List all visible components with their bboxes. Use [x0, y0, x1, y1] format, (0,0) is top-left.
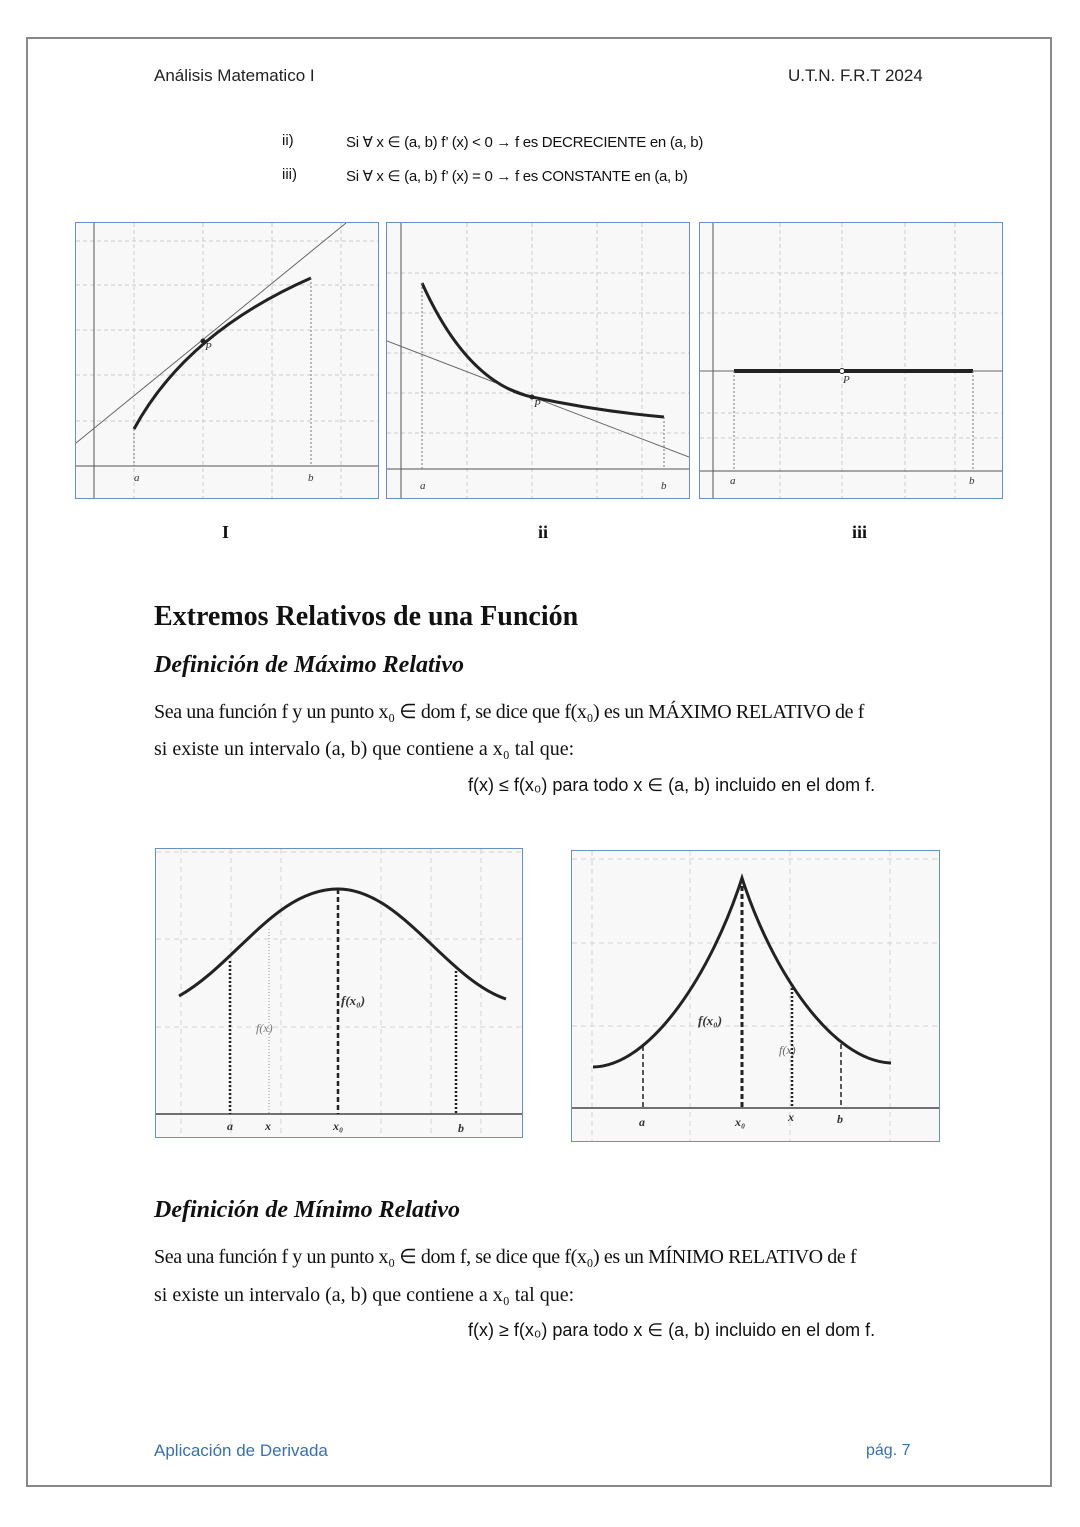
axis-label-b: b — [969, 475, 975, 487]
axis-label-b: b — [458, 1121, 464, 1135]
axis-label-a: a — [420, 480, 426, 492]
section-title: Extremos Relativos de una Función — [154, 601, 579, 632]
minimo-condition: f(x) ≥ f(x₀) para todo x ∈ (a, b) incluido en el dom f. — [468, 1320, 876, 1340]
graph-caption: I — [222, 522, 230, 542]
fx-label: f(x) — [779, 1043, 796, 1057]
page-number: pág. 7 — [866, 1442, 911, 1459]
graph-relative-maximum — [155, 848, 523, 1138]
fx0-label: f(x₀) — [698, 1013, 723, 1028]
minimo-title: Definición de Mínimo Relativo — [154, 1197, 460, 1223]
minimo-line2: si existe un intervalo (a, b) que contiene a x₀ tal que: — [154, 1284, 575, 1306]
graph-constant — [699, 222, 1003, 499]
minimo-line1: Sea una función f y un punto x₀ ∈ dom f, se dice que f(x₀) es un MÍNIMO RELATIVO de f — [154, 1246, 857, 1268]
axis-label-x: x — [265, 1119, 271, 1133]
point-label: P — [843, 374, 850, 386]
axis-label-a: a — [134, 472, 140, 484]
maximo-line2: si existe un intervalo (a, b) que contiene a x₀ tal que: — [154, 738, 575, 760]
graph-increasing — [75, 222, 379, 499]
graph-caption: iii — [852, 522, 868, 542]
graph-caption: ii — [538, 522, 549, 542]
axis-label-x0: x₀ — [735, 1115, 746, 1129]
point-label: P — [534, 398, 541, 410]
point-label: P — [205, 341, 212, 353]
axis-label-x0: x₀ — [333, 1119, 344, 1133]
axis-label-a: a — [730, 475, 736, 487]
axis-label-x: x — [788, 1110, 794, 1124]
axis-label-b: b — [308, 472, 314, 484]
fx0-label: f(x₀) — [341, 993, 366, 1008]
maximo-line1: Sea una función f y un punto x₀ ∈ dom f, se dice que f(x₀) es un MÁXIMO RELATIVO de f — [154, 701, 864, 723]
axis-label-a: a — [639, 1115, 645, 1129]
axis-label-a: a — [227, 1119, 233, 1133]
graph-cusp-maximum — [571, 850, 940, 1142]
rule-text: Si ∀ x ∈ (a, b) f’ (x) = 0 → f es CONSTANTE en (a, b) — [346, 168, 688, 185]
header-right: U.T.N. F.R.T 2024 — [788, 66, 923, 85]
footer-left: Aplicación de Derivada — [154, 1441, 328, 1460]
rule-number: iii) — [282, 166, 297, 183]
graph-decreasing — [386, 222, 690, 499]
rule-text: Si ∀ x ∈ (a, b) f’ (x) < 0 → f es DECRECIENTE en (a, b) — [346, 134, 704, 151]
axis-label-b: b — [837, 1112, 843, 1126]
maximo-condition: f(x) ≤ f(x₀) para todo x ∈ (a, b) incluido en el dom f. — [468, 775, 876, 795]
rule-number: ii) — [282, 132, 294, 149]
maximo-title: Definición de Máximo Relativo — [154, 652, 464, 678]
fx-label: f(x) — [256, 1021, 273, 1035]
axis-label-b: b — [661, 480, 667, 492]
header-left: Análisis Matematico I — [154, 66, 315, 85]
